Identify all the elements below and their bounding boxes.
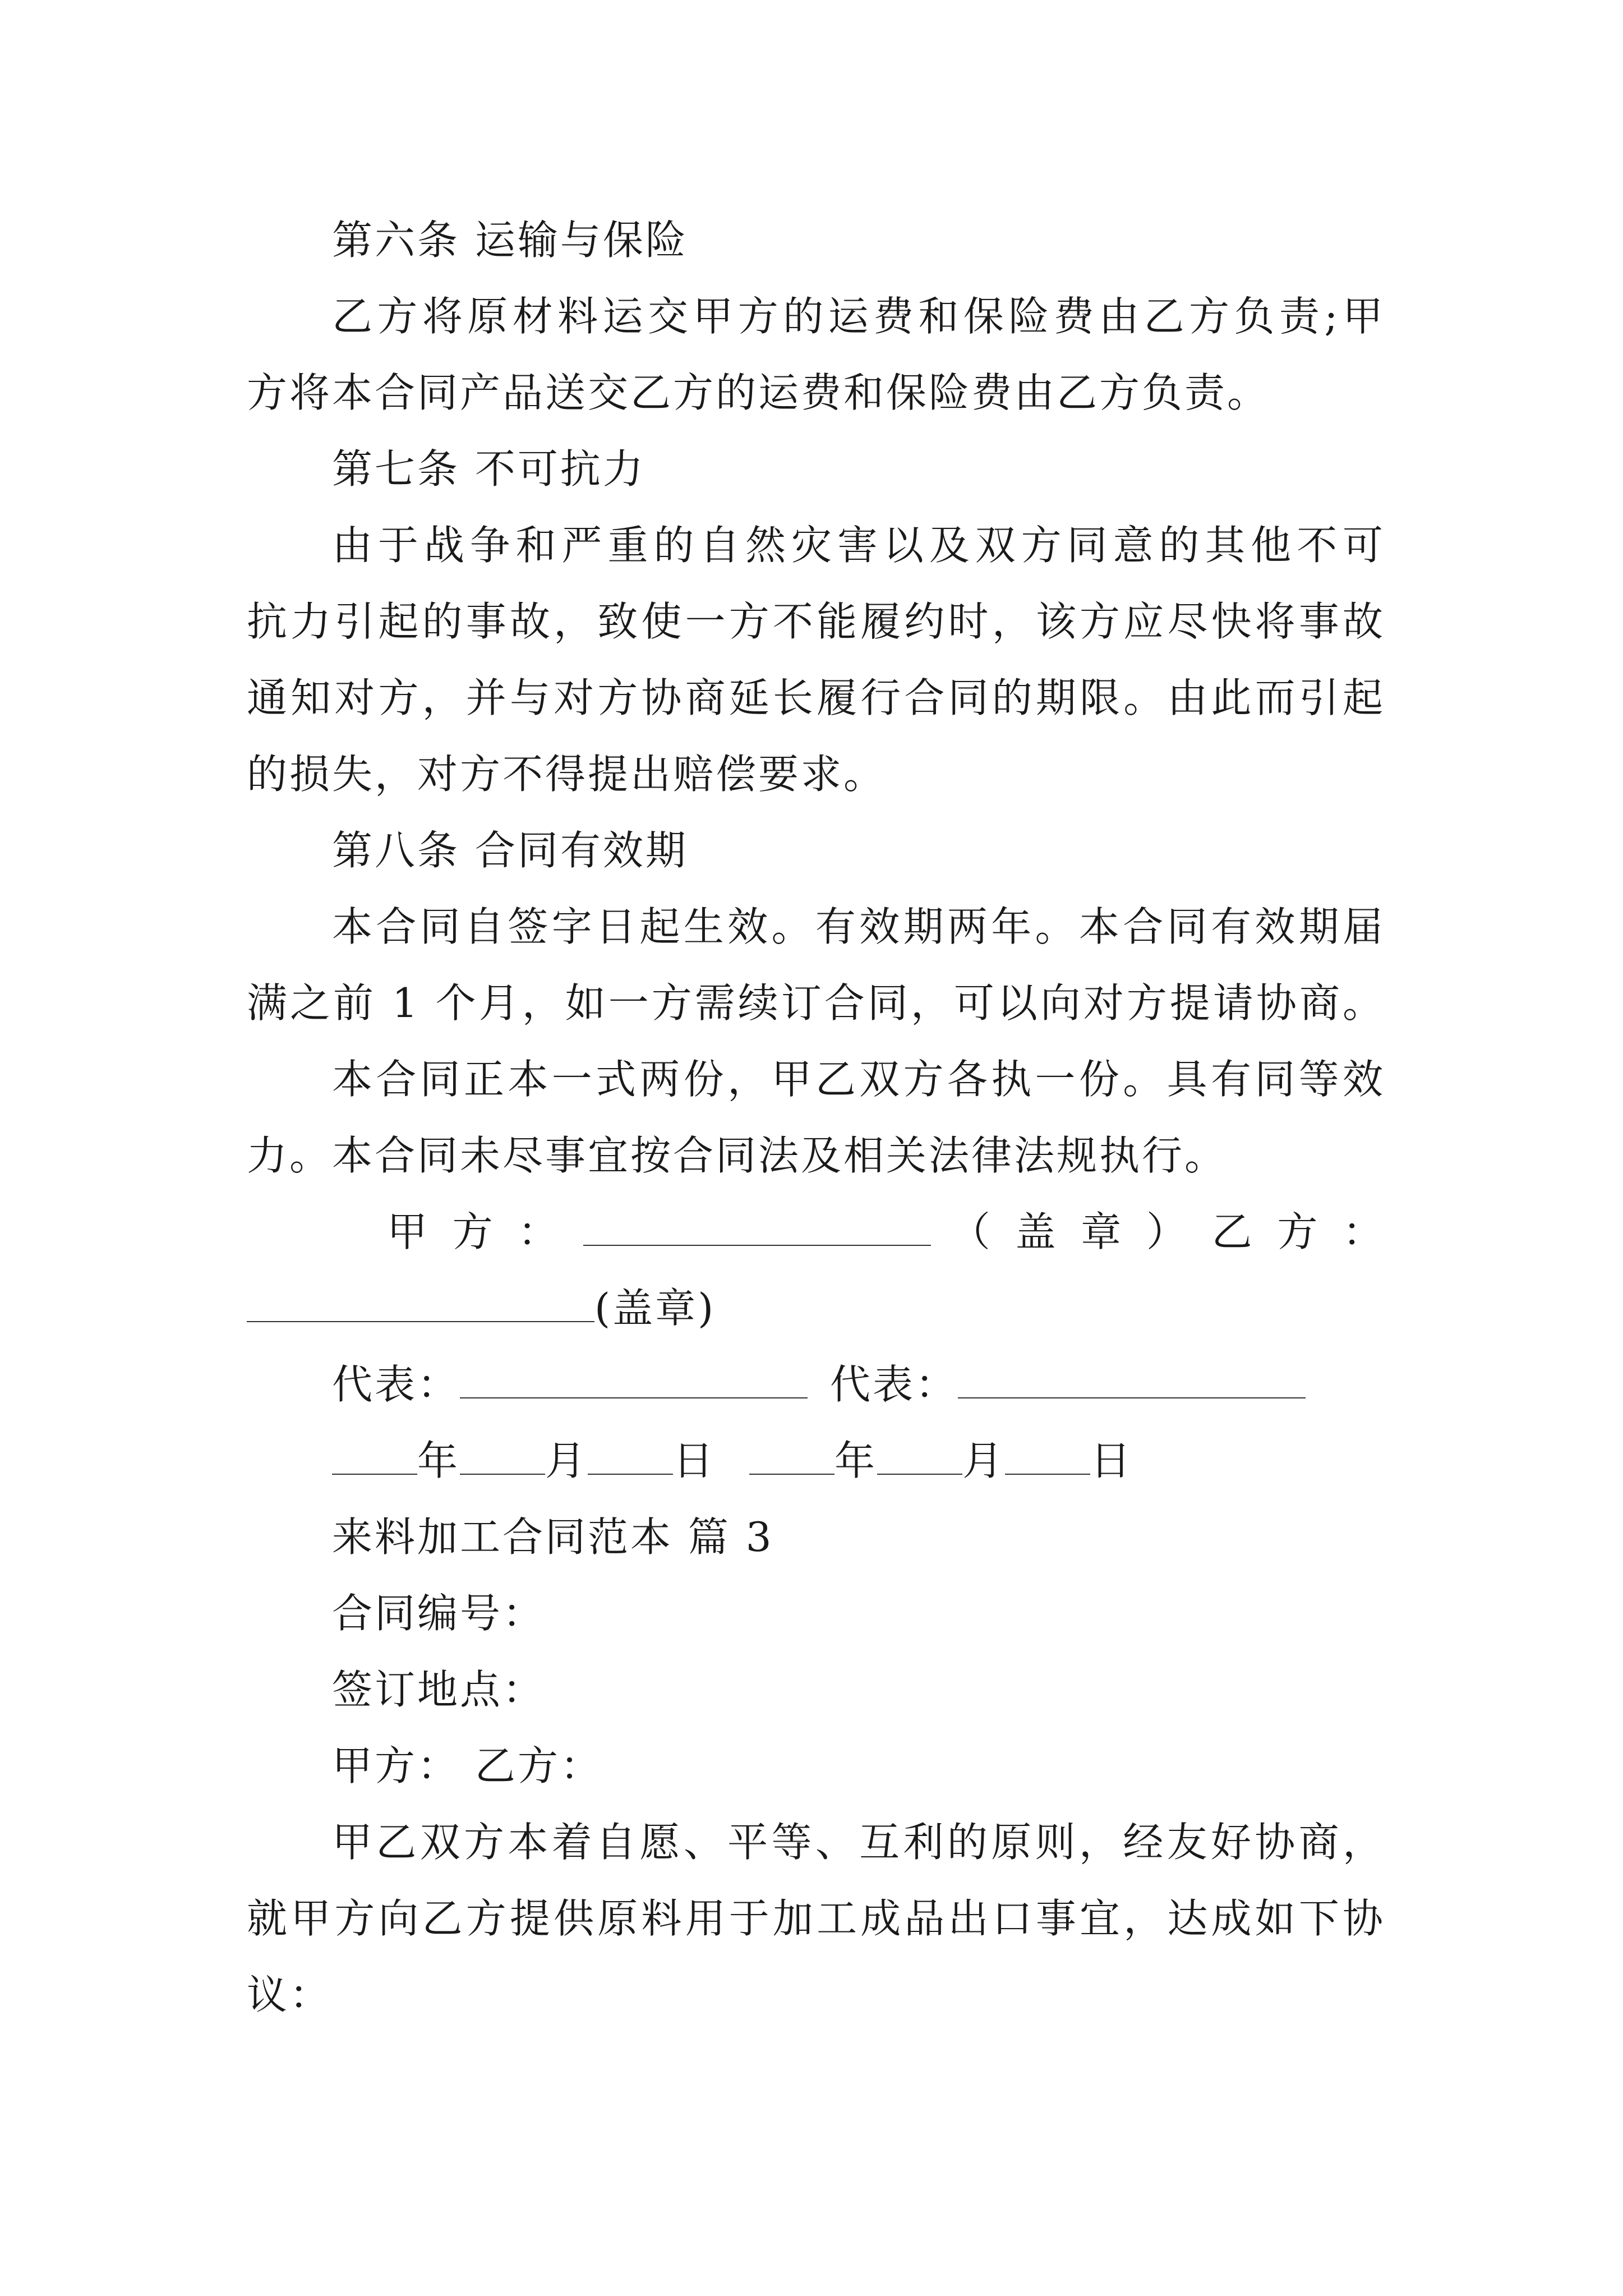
paragraph-line: 方将本合同产品送交乙方的运费和保险费由乙方负责。 xyxy=(247,369,1270,416)
document-page xyxy=(247,202,1385,2033)
signature-party-line xyxy=(247,1194,1385,1270)
parties-label: 甲方： 乙方： xyxy=(332,1742,603,1789)
year-a-blank xyxy=(332,1438,417,1475)
day-a-blank xyxy=(588,1438,673,1475)
paragraph-line: 通知对方，并与对方协商延长履行合同的期限。由此而引起 xyxy=(247,674,1385,721)
month-b-label: 月 xyxy=(962,1437,1006,1484)
paragraph-line: 本合同正本一式两份，甲乙双方各执一份。具有同等效 xyxy=(332,1056,1385,1103)
article8-heading: 第八条 合同有效期 xyxy=(332,827,688,874)
paragraph-line: 本合同自签字日起生效。有效期两年。本合同有效期届 xyxy=(332,903,1385,950)
article6-heading: 第六条 运输与保险 xyxy=(332,217,688,264)
seal-b-label: (盖章) xyxy=(594,1285,716,1332)
paragraph-line: 议： xyxy=(247,1971,333,2018)
seal-a-label: （ 盖 章 ） xyxy=(949,1208,1193,1255)
party-a-blank xyxy=(583,1209,931,1246)
party-a-label: 甲 方 ： xyxy=(387,1208,565,1255)
paragraph-line: 由于战争和严重的自然灾害以及双方同意的其他不可 xyxy=(332,522,1385,569)
month-b-blank xyxy=(877,1438,962,1475)
section3-title: 来料加工合同范本 篇 3 xyxy=(332,1513,774,1561)
article7-heading: 第七条 不可抗力 xyxy=(332,445,645,493)
paragraph-line: 甲乙双方本着自愿、平等、互利的原则，经友好协商， xyxy=(332,1819,1385,1866)
paragraph-line: 乙方将原材料运交甲方的运费和保险费由乙方负责;甲 xyxy=(332,293,1385,340)
paragraph-line: 的损失，对方不得提出赔偿要求。 xyxy=(247,751,887,798)
signature-party-b-line xyxy=(247,1270,1385,1346)
day-b-label: 日 xyxy=(1090,1437,1133,1484)
rep-a-blank xyxy=(460,1361,808,1398)
paragraph-line: 就甲方向乙方提供原料用于加工成品出口事宜，达成如下协 xyxy=(247,1895,1385,1942)
year-b-blank xyxy=(749,1438,834,1475)
day-a-label: 日 xyxy=(673,1437,716,1484)
day-b-blank xyxy=(1005,1438,1090,1475)
party-b-label: 乙 方 ： xyxy=(1211,1208,1386,1255)
month-a-blank xyxy=(460,1438,545,1475)
date-line xyxy=(247,1423,1385,1499)
paragraph-line: 满之前 1 个月，如一方需续订合同，可以向对方提请协商。 xyxy=(247,979,1385,1027)
contract-number-label: 合同编号： xyxy=(332,1590,546,1637)
paragraph-line: 力。本合同未尽事宜按合同法及相关法律法规执行。 xyxy=(247,1132,1228,1179)
rep-b-label: 代表： xyxy=(830,1361,958,1408)
party-b-blank xyxy=(247,1285,594,1322)
rep-a-label: 代表： xyxy=(332,1361,460,1408)
sign-place-label: 签订地点： xyxy=(332,1666,546,1713)
representative-line xyxy=(247,1346,1385,1423)
rep-b-blank xyxy=(958,1361,1306,1398)
month-a-label: 月 xyxy=(545,1437,588,1484)
year-a-label: 年 xyxy=(417,1437,460,1484)
year-b-label: 年 xyxy=(834,1437,878,1484)
paragraph-line: 抗力引起的事故，致使一方不能履约时，该方应尽快将事故 xyxy=(247,598,1385,645)
